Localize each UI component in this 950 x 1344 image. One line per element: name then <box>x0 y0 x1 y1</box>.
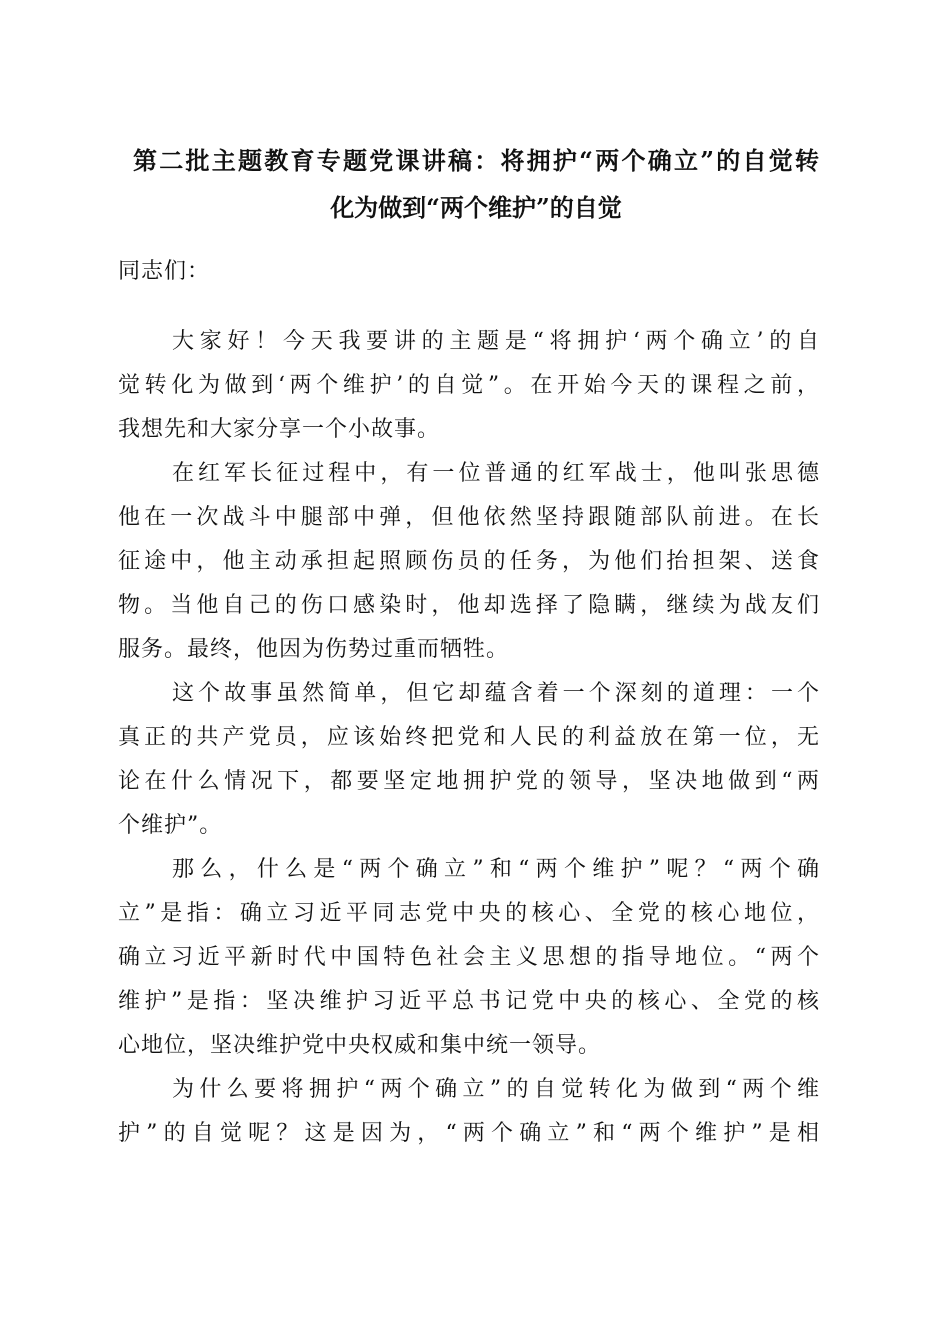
paragraph-line: 大家好！今天我要讲的主题是“将拥护‘两个确立’的自 <box>172 329 820 354</box>
paragraph <box>118 1068 820 1156</box>
paragraph-line: 物。当他自己的伤口感染时，他却选择了隐瞒，继续为战友们 <box>118 593 820 618</box>
document-body <box>118 250 820 1156</box>
paragraph-line: 觉转化为做到‘两个维护’的自觉”。在开始今天的课程之前， <box>118 373 820 398</box>
paragraph-line: 个维护”。 <box>118 813 223 838</box>
paragraph-line: 立”是指：确立习近平同志党中央的核心、全党的核心地位， <box>118 901 820 926</box>
paragraph-line: 征途中，他主动承担起照顾伤员的任务，为他们抬担架、送食 <box>118 549 820 574</box>
paragraph <box>118 672 820 848</box>
paragraph <box>118 320 820 452</box>
paragraph-line: 心地位，坚决维护党中央权威和集中统一领导。 <box>118 1033 602 1058</box>
paragraph <box>118 848 820 1068</box>
paragraph-line: 我想先和大家分享一个小故事。 <box>118 417 441 442</box>
paragraph-line: 这个故事虽然简单，但它却蕴含着一个深刻的道理：一个 <box>172 681 820 706</box>
paragraph-line: 那么，什么是“两个确立”和“两个维护”呢？“两个确 <box>172 857 820 882</box>
paragraph-line: 在红军长征过程中，有一位普通的红军战士，他叫张思德 <box>172 461 820 486</box>
paragraph-line: 服务。最终，他因为伤势过重而牺牲。 <box>118 637 510 662</box>
salutation: 同志们： <box>118 259 211 284</box>
document-title-line-2: 化为做到“两个维护”的自觉 <box>330 193 622 222</box>
document-title-line-1: 第二批主题教育专题党课讲稿：将拥护“两个确立”的自觉转 <box>133 146 819 175</box>
paragraph-line: 他在一次战斗中腿部中弹，但他依然坚持跟随部队前进。在长 <box>118 505 820 530</box>
paragraph-line: 确立习近平新时代中国特色社会主义思想的指导地位。“两个 <box>118 945 820 970</box>
paragraph-line: 真正的共产党员，应该始终把党和人民的利益放在第一位，无 <box>118 725 820 750</box>
paragraph <box>118 452 820 672</box>
paragraph-line: 为什么要将拥护“两个确立”的自觉转化为做到“两个维 <box>172 1077 820 1102</box>
paragraph-line: 维护”是指：坚决维护习近平总书记党中央的核心、全党的核 <box>118 989 820 1014</box>
paragraph-line: 护”的自觉呢？这是因为，“两个确立”和“两个维护”是相 <box>118 1121 820 1146</box>
paragraph-line: 论在什么情况下，都要坚定地拥护党的领导，坚决地做到“两 <box>118 769 820 794</box>
